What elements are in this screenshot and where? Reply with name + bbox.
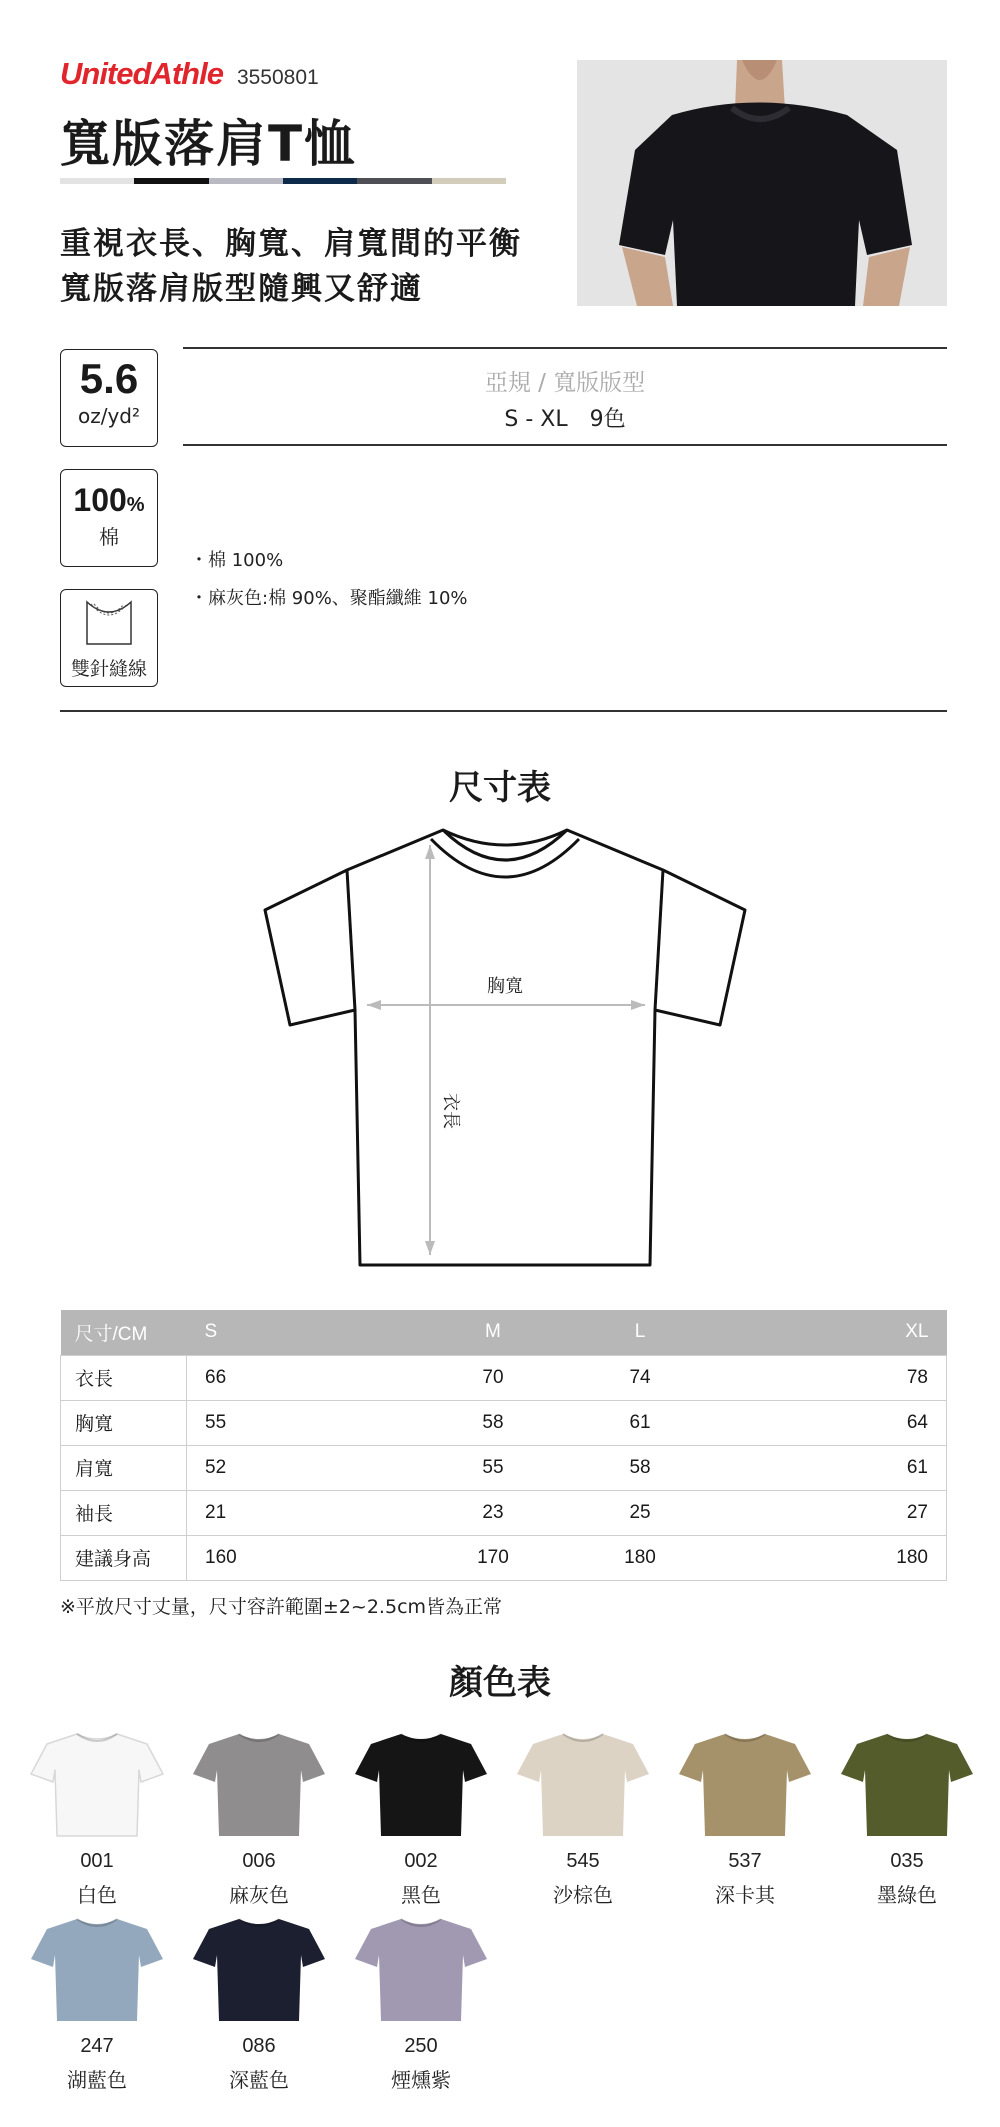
swatch-name: 深藍色 — [229, 2068, 289, 2092]
color-bar-segment — [357, 178, 431, 184]
row-label: 建議身高 — [61, 1535, 187, 1580]
table-cell: 23 — [419, 1490, 566, 1535]
header-cell: XL — [714, 1310, 947, 1355]
tagline-line: 重視衣長、胸寬、肩寬間的平衡 — [60, 226, 522, 262]
cotton-label: 棉 — [99, 525, 119, 549]
tshirt-swatch-icon — [515, 1730, 651, 1838]
material-item: ・棉 100% — [190, 550, 284, 571]
swatch-name: 深卡其 — [715, 1883, 775, 1907]
table-cell: 21 — [187, 1490, 420, 1535]
size-table-header — [61, 1310, 947, 1355]
tshirt-swatch-icon — [677, 1730, 813, 1838]
swatch-code: 006 — [242, 1850, 276, 1872]
swatch-name: 墨綠色 — [877, 1883, 937, 1907]
weight-unit: oz/yd² — [77, 404, 141, 428]
row-label: 肩寬 — [61, 1445, 187, 1490]
swatch-code: 247 — [80, 2035, 114, 2057]
swatch-name: 煙燻紫 — [391, 2068, 451, 2092]
header-cell: L — [566, 1310, 713, 1355]
color-bar-segment — [283, 178, 357, 184]
table-row — [61, 1355, 947, 1400]
color-bar-segment — [60, 178, 134, 184]
tshirt-swatch-icon — [353, 1915, 489, 2023]
brand-logo: UnitedAthle — [60, 56, 223, 91]
color-swatch[interactable] — [513, 1730, 653, 1908]
size-chart-title: 尺寸表 — [449, 768, 551, 808]
color-bar-segment — [209, 178, 283, 184]
size-note: ※平放尺寸丈量，尺寸容許範圍±2~2.5cm皆為正常 — [60, 1596, 503, 1618]
header-cell: S — [187, 1310, 420, 1355]
weight-value: 5.6 — [79, 355, 139, 402]
table-cell: 58 — [419, 1400, 566, 1445]
cotton-percentage — [61, 482, 157, 519]
stitch-label: 雙針縫線 — [70, 658, 147, 680]
table-cell: 78 — [714, 1355, 947, 1400]
tshirt-swatch-icon — [29, 1730, 165, 1838]
swatch-code: 035 — [890, 1850, 924, 1872]
table-row — [61, 1445, 947, 1490]
model-photo-illustration — [577, 60, 947, 306]
swatch-name: 白色 — [77, 1883, 117, 1907]
table-cell: 52 — [187, 1445, 420, 1490]
row-label: 袖長 — [61, 1490, 187, 1535]
tshirt-swatch-icon — [191, 1915, 327, 2023]
product-code: 3550801 — [236, 66, 319, 89]
tagline-line: 寬版落肩版型隨興又舒適 — [60, 271, 423, 307]
header-cell: 尺寸/CM — [61, 1310, 187, 1355]
color-bar — [60, 178, 506, 184]
tshirt-swatch-icon — [29, 1915, 165, 2023]
color-swatch[interactable] — [27, 1730, 167, 1908]
swatch-code: 086 — [242, 2035, 276, 2057]
table-row — [61, 1535, 947, 1580]
fit-type: 亞規 / 寬版版型 — [484, 370, 646, 396]
table-cell: 70 — [419, 1355, 566, 1400]
material-item: ・麻灰色:棉 90%、聚酯纖維 10% — [190, 588, 468, 609]
table-cell: 180 — [714, 1535, 947, 1580]
swatch-code: 545 — [566, 1850, 600, 1872]
divider — [60, 710, 947, 712]
row-label: 衣長 — [61, 1355, 187, 1400]
size-table — [60, 1310, 947, 1581]
divider — [183, 347, 947, 349]
tshirt-size-diagram — [255, 825, 755, 1270]
color-swatch[interactable] — [675, 1730, 815, 1908]
product-title: 寬版落肩T恤 — [60, 115, 357, 173]
table-cell: 61 — [714, 1445, 947, 1490]
stitch-spec-box — [60, 589, 158, 687]
divider — [183, 444, 947, 446]
table-cell: 66 — [187, 1355, 420, 1400]
tagline — [60, 222, 522, 312]
product-photo — [577, 60, 947, 306]
double-stitch-icon — [83, 598, 135, 648]
color-swatch[interactable] — [351, 1730, 491, 1908]
table-cell: 64 — [714, 1400, 947, 1445]
tshirt-swatch-icon — [353, 1730, 489, 1838]
color-swatch[interactable] — [351, 1915, 491, 2093]
chest-width-label: 胸寬 — [487, 976, 523, 997]
color-chart-title: 顏色表 — [449, 1663, 551, 1703]
table-cell: 27 — [714, 1490, 947, 1535]
tshirt-swatch-icon — [191, 1730, 327, 1838]
swatch-code: 002 — [404, 1850, 438, 1872]
table-row — [61, 1400, 947, 1445]
table-cell: 55 — [419, 1445, 566, 1490]
brand-header — [60, 56, 319, 92]
color-swatch[interactable] — [837, 1730, 977, 1908]
color-bar-segment — [134, 178, 208, 184]
table-cell: 55 — [187, 1400, 420, 1445]
body-length-label: 衣長 — [440, 1093, 461, 1129]
swatch-code: 250 — [404, 2035, 438, 2057]
size-range: S - XL 9色 — [504, 407, 626, 432]
cotton-unit: % — [126, 494, 145, 516]
cotton-value: 100 — [73, 482, 127, 518]
swatch-name: 麻灰色 — [229, 1883, 289, 1907]
swatch-code: 537 — [728, 1850, 762, 1872]
color-swatch[interactable] — [189, 1730, 329, 1908]
table-cell: 160 — [187, 1535, 420, 1580]
swatch-name: 沙棕色 — [553, 1883, 613, 1907]
color-swatch[interactable] — [27, 1915, 167, 2093]
swatch-code: 001 — [80, 1850, 114, 1872]
color-bar-segment — [432, 178, 506, 184]
table-cell: 25 — [566, 1490, 713, 1535]
swatch-name: 湖藍色 — [67, 2068, 127, 2092]
table-cell: 180 — [566, 1535, 713, 1580]
table-cell: 61 — [566, 1400, 713, 1445]
table-cell: 58 — [566, 1445, 713, 1490]
cotton-spec-box — [60, 469, 158, 567]
table-cell: 74 — [566, 1355, 713, 1400]
color-swatch[interactable] — [189, 1915, 329, 2093]
header-cell: M — [419, 1310, 566, 1355]
table-row — [61, 1490, 947, 1535]
row-label: 胸寬 — [61, 1400, 187, 1445]
swatch-name: 黑色 — [401, 1883, 441, 1907]
weight-spec-box — [60, 349, 158, 447]
tshirt-swatch-icon — [839, 1730, 975, 1838]
table-cell: 170 — [419, 1535, 566, 1580]
